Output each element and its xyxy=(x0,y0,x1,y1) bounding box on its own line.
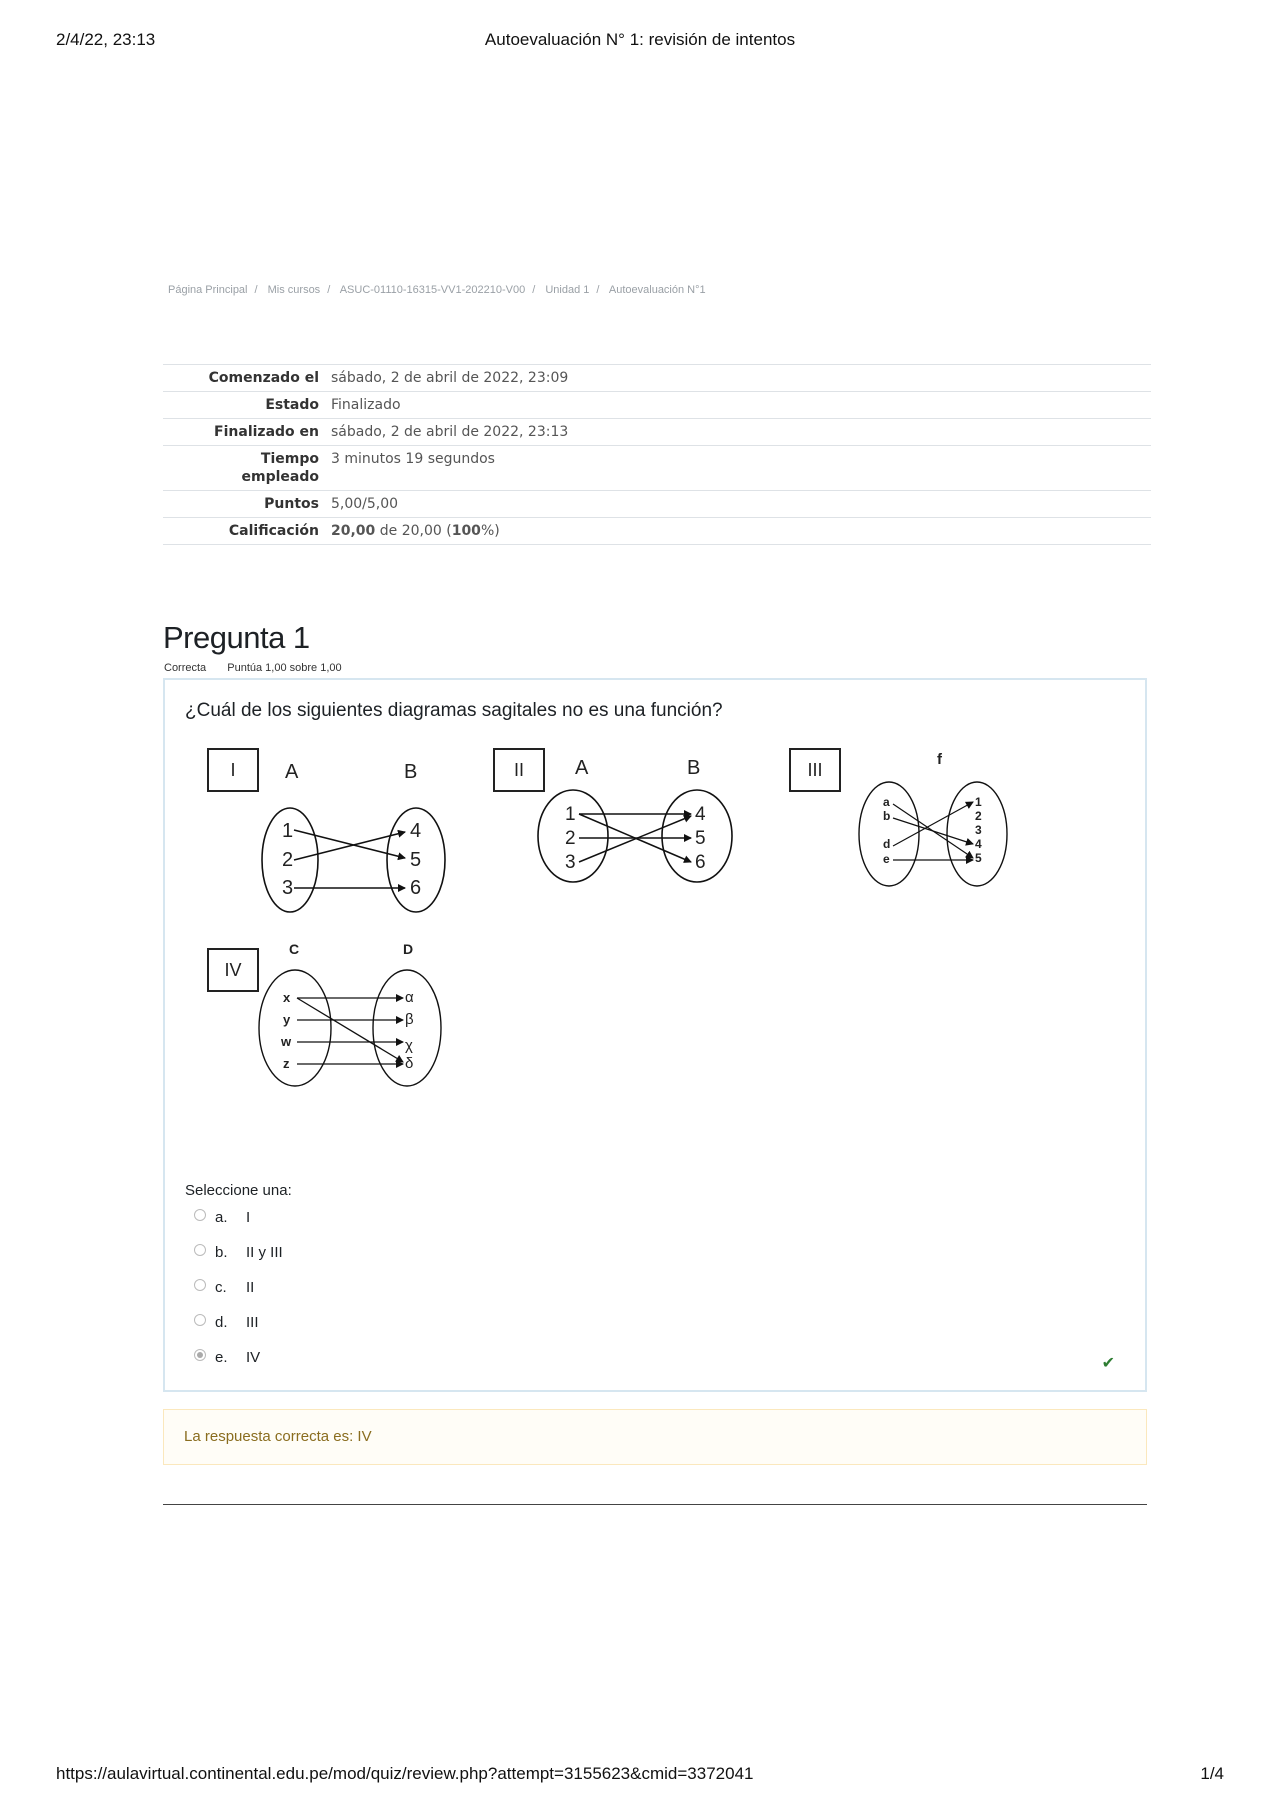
element-3: 3 xyxy=(282,877,294,899)
element-beta: β xyxy=(405,1011,414,1028)
breadcrumb-unit[interactable]: Unidad 1 xyxy=(545,284,590,296)
summary-row xyxy=(163,491,1151,518)
answer-option-c[interactable] xyxy=(185,1279,1125,1314)
element-2: 2 xyxy=(282,849,294,871)
summary-label: Puntos xyxy=(163,491,325,518)
diagram-i xyxy=(260,748,470,918)
set-label-d: D xyxy=(403,941,414,957)
answer-option-e[interactable] xyxy=(185,1349,1125,1384)
summary-label: Estado xyxy=(163,392,325,419)
element-1: 1 xyxy=(282,820,294,842)
breadcrumb-my-courses[interactable]: Mis cursos xyxy=(267,284,321,296)
breadcrumb-course[interactable]: ASUC-01110-16315-VV1-202210-V00 xyxy=(339,284,526,296)
element-x: x xyxy=(283,990,291,1005)
summary-value: 3 minutos 19 segundos xyxy=(325,446,1151,491)
summary-row xyxy=(163,419,1151,446)
element-6: 6 xyxy=(410,877,422,899)
diagram-label-ii: II xyxy=(493,748,545,792)
summary-label: Finalizado en xyxy=(163,419,325,446)
element-5: 5 xyxy=(410,849,422,871)
answer-prompt: Seleccione una: xyxy=(185,1182,292,1199)
summary-label-text: Tiempo empleado xyxy=(241,451,319,485)
element-e: e xyxy=(883,852,890,866)
question-points: Puntúa 1,00 sobre 1,00 xyxy=(227,662,342,674)
print-page-number: 1/4 xyxy=(1200,1764,1224,1783)
answer-option-a[interactable] xyxy=(185,1209,1125,1244)
element-2: 2 xyxy=(975,809,982,823)
set-ellipse-c xyxy=(259,970,331,1086)
diagram-iii xyxy=(857,750,1027,895)
breadcrumb-quiz[interactable]: Autoevaluación N°1 xyxy=(608,284,706,296)
summary-row xyxy=(163,392,1151,419)
option-text: III xyxy=(246,1314,259,1331)
summary-value: sábado, 2 de abril de 2022, 23:13 xyxy=(325,419,1151,446)
option-letter: c. xyxy=(215,1279,227,1296)
summary-label xyxy=(163,446,325,491)
correct-check-icon: ✔ xyxy=(1101,1355,1115,1372)
answer-option-b[interactable] xyxy=(185,1244,1125,1279)
element-y: y xyxy=(283,1012,291,1027)
element-alpha: α xyxy=(405,989,414,1006)
element-z: z xyxy=(283,1056,290,1071)
element-chi: χ xyxy=(405,1037,413,1054)
option-text: I xyxy=(246,1209,251,1226)
summary-label: Comenzado el xyxy=(163,365,325,392)
summary-value: 5,00/5,00 xyxy=(325,491,1151,518)
grade-score: 20,00 xyxy=(331,523,376,539)
element-w: w xyxy=(281,1034,292,1049)
radio-button[interactable] xyxy=(194,1244,206,1256)
element-1: 1 xyxy=(975,795,982,809)
element-4: 4 xyxy=(695,804,706,825)
diagram-ii xyxy=(535,748,745,898)
summary-row xyxy=(163,446,1151,491)
element-6: 6 xyxy=(695,852,706,873)
radio-button[interactable] xyxy=(194,1314,206,1326)
arrow xyxy=(893,802,973,846)
question-text: ¿Cuál de los siguientes diagramas sagitales no es una función? xyxy=(185,700,723,721)
print-header xyxy=(56,30,1224,54)
question-status: Correcta xyxy=(164,662,207,674)
radio-button-selected[interactable] xyxy=(194,1349,206,1361)
element-2: 2 xyxy=(565,828,576,849)
option-letter: d. xyxy=(215,1314,228,1331)
element-5: 5 xyxy=(975,851,982,865)
correct-answer-text: La respuesta correcta es: IV xyxy=(184,1428,372,1445)
diagram-label-iii: III xyxy=(789,748,841,792)
radio-button[interactable] xyxy=(194,1279,206,1291)
attempt-summary-table xyxy=(163,364,1151,545)
breadcrumb: Página Principal / Mis cursos / ASUC-01110-16315-VV1-202210-V00 / Unidad 1 / Autoevaluación N°1 xyxy=(168,284,706,296)
summary-value: sábado, 2 de abril de 2022, 23:09 xyxy=(325,365,1151,392)
element-d: d xyxy=(883,837,891,851)
summary-row-grade xyxy=(163,518,1151,545)
summary-label: Calificación xyxy=(163,518,325,545)
summary-value: Finalizado xyxy=(325,392,1151,419)
element-3: 3 xyxy=(975,823,982,837)
element-5: 5 xyxy=(695,828,706,849)
element-4: 4 xyxy=(975,837,982,851)
element-delta: δ xyxy=(405,1055,414,1072)
arrow xyxy=(297,998,403,1062)
print-page-title: Autoevaluación N° 1: revisión de intentos xyxy=(484,30,796,49)
element-4: 4 xyxy=(410,820,422,842)
print-url: https://aulavirtual.continental.edu.pe/mod/quiz/review.php?attempt=3155623&cmid=3372041 xyxy=(56,1764,754,1783)
arrow xyxy=(893,818,973,844)
option-text: II y III xyxy=(246,1244,283,1261)
question-meta xyxy=(164,662,360,674)
option-text: IV xyxy=(246,1349,261,1366)
element-b: b xyxy=(883,809,891,823)
option-letter: e. xyxy=(215,1349,228,1366)
print-date: 2/4/22, 23:13 xyxy=(56,30,156,49)
breadcrumb-home[interactable]: Página Principal xyxy=(168,284,248,296)
option-text: II xyxy=(246,1279,255,1296)
divider xyxy=(163,1504,1147,1505)
element-1: 1 xyxy=(565,804,576,825)
radio-button[interactable] xyxy=(194,1209,206,1221)
diagram-label-iv: IV xyxy=(207,948,259,992)
answer-block xyxy=(185,1182,1125,1384)
function-label-f: f xyxy=(937,751,942,768)
set-label-a: A xyxy=(575,757,589,779)
element-3: 3 xyxy=(565,852,576,873)
feedback-box xyxy=(163,1409,1147,1465)
set-label-b: B xyxy=(687,757,701,779)
set-label-a: A xyxy=(285,761,299,783)
summary-grade-value xyxy=(325,518,1151,545)
question-box xyxy=(163,678,1147,1392)
grade-percent: 100 xyxy=(451,523,481,539)
question-title: Pregunta 1 xyxy=(163,620,310,655)
option-letter: b. xyxy=(215,1244,228,1261)
grade-mid: de 20,00 ( xyxy=(379,523,452,539)
set-label-c: C xyxy=(289,941,300,957)
answer-option-d[interactable] xyxy=(185,1314,1125,1349)
diagram-iv xyxy=(257,938,467,1098)
set-label-b: B xyxy=(404,761,418,783)
option-letter: a. xyxy=(215,1209,228,1226)
grade-end: %) xyxy=(480,523,500,539)
diagram-label-i: I xyxy=(207,748,259,792)
element-a: a xyxy=(883,795,890,809)
summary-row xyxy=(163,365,1151,392)
